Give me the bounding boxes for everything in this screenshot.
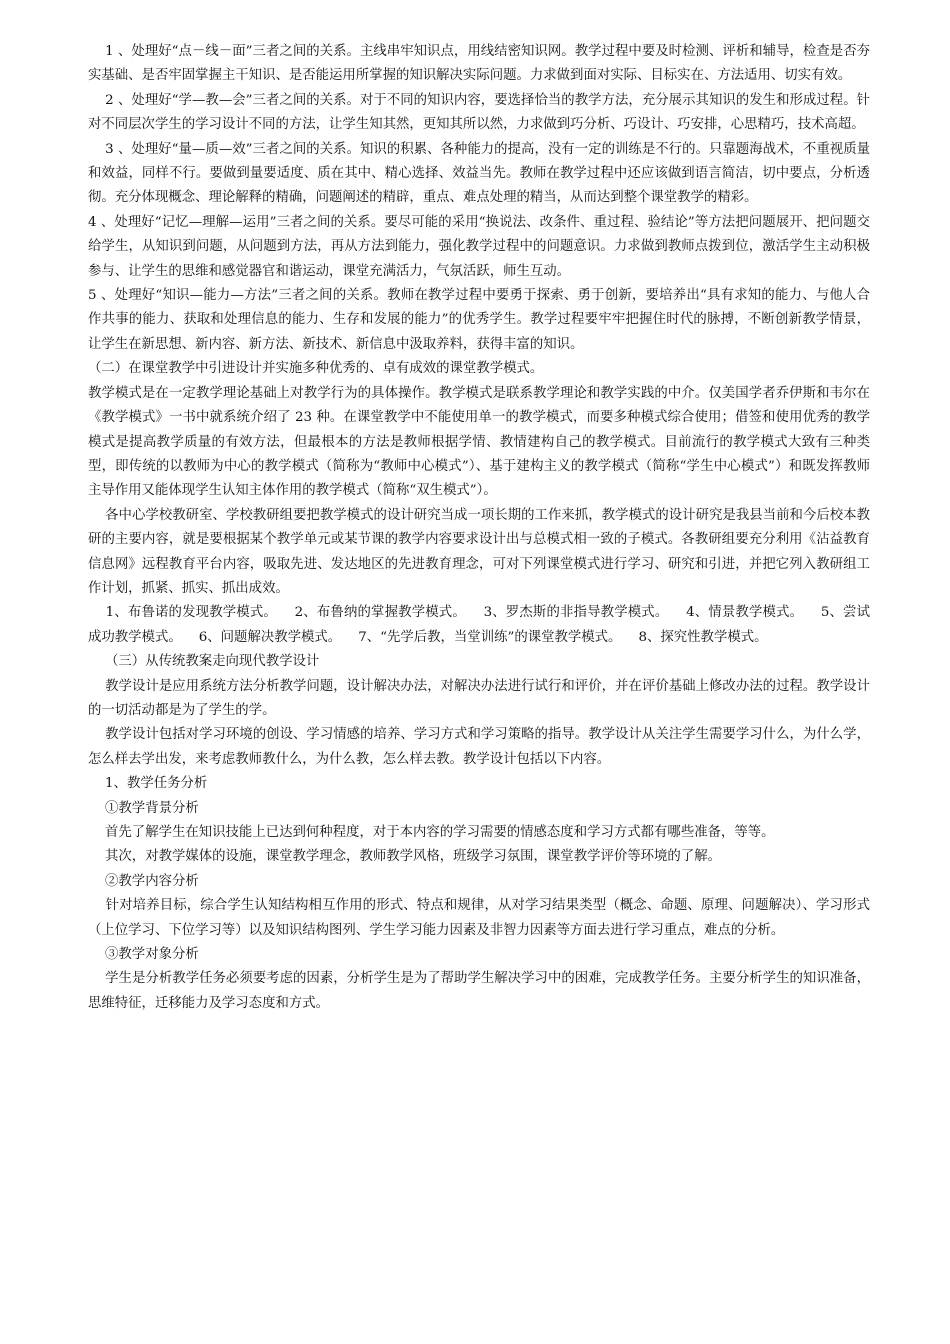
paragraph-teaching-model-definition: 教学模式是在一定教学理论基础上对教学行为的具体操作。教学模式是联系教学理论和教学实践的中介。仅美国学者乔伊斯和韦尔在《教学模式》一书中就系统介绍了 23 种。在课堂教学中不能使用单一的教学模式，而要多种模式综合使用；借签和使用优秀的教学模式是提高教学质量的有效方法，但最根本的方法是教师根据学情、教情建构自己的教学模式。目前流行的教学模式大致有三种类型，即传统的以教师为中心的教学模式（简称为“教师中心模式”）、基于建构主义的教学模式（简称“学生中心模式”）和既发挥教师主导作用又能体现学生认知主体作用的教学模式（简称“双生模式”）。 [88, 385, 870, 499]
subheading-content-analysis: ②教学内容分析 [88, 873, 199, 889]
paragraph-point-line-surface: 1 、处理好“点－线－面”三者之间的关系。主线串牢知识点，用线结密知识网。教学过程中要及时检测、评析和辅导，检查是否夯实基础、是否牢固掌握主干知识、是否能运用所掌握的知识解决实际问题。力求做到面对实际、目标实在、方法适用、切实有效。 [88, 44, 871, 84]
paragraph-background-first: 首先了解学生在知识技能上已达到何种程度，对于本内容的学习需要的情感态度和学习方式都有哪些准备，等等。 [88, 825, 775, 840]
paragraph-design-contents: 教学设计包括对学习环境的创设、学习情感的培养、学习方式和学习策略的指导。教学设计从关注学生需要学习什么，为什么学，怎么样去学出发，来考虑教师教什么，为什么教，怎么样去教。教学设计包括以下内容。 [88, 727, 870, 767]
paragraph-quantity-quality-effect: 3 、处理好“量—质—效”三者之间的关系。知识的积累、各种能力的提高，没有一定的训练是不行的。只靠题海战术，不重视质量和效益，同样不行。要做到量要适度、质在其中、精心选择、效益当先。教师在教学过程中还应该做到语言简洁，切中要点，分析透彻。充分体现概念、理论解释的精确，问题阐述的精辟，重点、难点处理的精当，从而达到整个课堂教学的精彩。 [88, 141, 871, 206]
subheading-task-analysis: 1、教学任务分析 [88, 776, 208, 792]
paragraph-memory-understanding-use: 4 、处理好“记忆—理解—运用”三者之间的关系。要尽可能的采用“换说法、改条件、重过程、验结论”等方法把问题展开、把问题交给学生，从知识到问题，从问题到方法，再从方法到能力，强化教学过程中的问题意识。力求做到教师点拨到位，激活学生主动积极参与、让学生的思维和感觉器官和谐运动，课堂充满活力，气氛活跃，师生互动。 [88, 214, 870, 279]
paragraph-learn-teach-master: 2 、处理好“学—教—会”三者之间的关系。对于不同的知识内容，要选择恰当的教学方法，充分展示其知识的发生和形成过程。针对不同层次学生的学习设计不同的方法，让学生知其然，更知其所以然，力求做到巧分析、巧设计、巧安排，心思精巧，技术高超。 [88, 92, 871, 133]
list-teaching-models: 1、布鲁诺的发现教学模式。 2、布鲁纳的掌握教学模式。 3、罗杰斯的非指导教学模式。 4、情景教学模式。 5、尝试成功教学模式。 6、问题解决教学模式。 7、“先学后教，当堂训练”的课堂教学模式。 8、探究性教学模式。 [88, 605, 870, 645]
paragraph-design-definition: 教学设计是应用系统方法分析教学问题，设计解决办法，对解决办法进行试行和评价，并在评价基础上修改办法的过程。教学设计的一切活动都是为了学生的学。 [88, 678, 870, 718]
paragraph-content-analysis: 针对培养目标，综合学生认知结构相互作用的形式、特点和规律，从对学习结果类型（概念、命题、原理、问题解决）、学习形式（上位学习、下位学习等）以及知识结构图列、学生学习能力因素及非智力因素等方面去进行学习重点，难点的分析。 [88, 898, 871, 938]
subheading-background-analysis: ①教学背景分析 [88, 800, 199, 816]
section-heading-teaching-models: （二）在课堂教学中引进设计并实施多种优秀的、卓有成效的课堂教学模式。 [88, 361, 544, 377]
paragraph-knowledge-ability-method: 5 、处理好“知识—能力—方法”三者之间的关系。教师在教学过程中要勇于探索、勇于创新，要培养出“具有求知的能力、与他人合作共事的能力、获取和处理信息的能力、生存和发展的能力”的优秀学生。教学过程要牢牢把握住时代的脉搏，不断创新教学情景，让学生在新思想、新内容、新方法、新技术、新信息中汲取养料，获得丰富的知识。 [88, 288, 870, 352]
document-page [88, 40, 870, 1016]
paragraph-research-requirements: 各中心学校教研室、学校教研组要把教学模式的设计研究当成一项长期的工作来抓，教学模式的设计研究是我县当前和今后校本教研的主要内容，就是要根据某个教学单元或某节课的教学内容要求设计出与总模式相一致的子模式。各教研组要充分利用《沾益教育信息网》远程教育平台内容，吸取先进、发达地区的先进教育理念，可对下列课堂模式进行学习、研究和引进，并把它列入教研组工作计划，抓紧、抓实、抓出成效。 [88, 507, 870, 596]
section-heading-teaching-design: （三）从传统教案走向现代教学设计 [88, 654, 320, 670]
paragraph-student-analysis: 学生是分析教学任务必须要考虑的因素，分析学生是为了帮助学生解决学习中的困难，完成教学任务。主要分析学生的知识准备，思维特征，迁移能力及学习态度和方式。 [88, 971, 870, 1011]
subheading-student-analysis: ③教学对象分析 [88, 947, 199, 963]
paragraph-background-second: 其次，对教学媒体的设施，课堂教学理念，教师教学风格，班级学习氛围，课堂教学评价等环境的了解。 [88, 849, 721, 865]
